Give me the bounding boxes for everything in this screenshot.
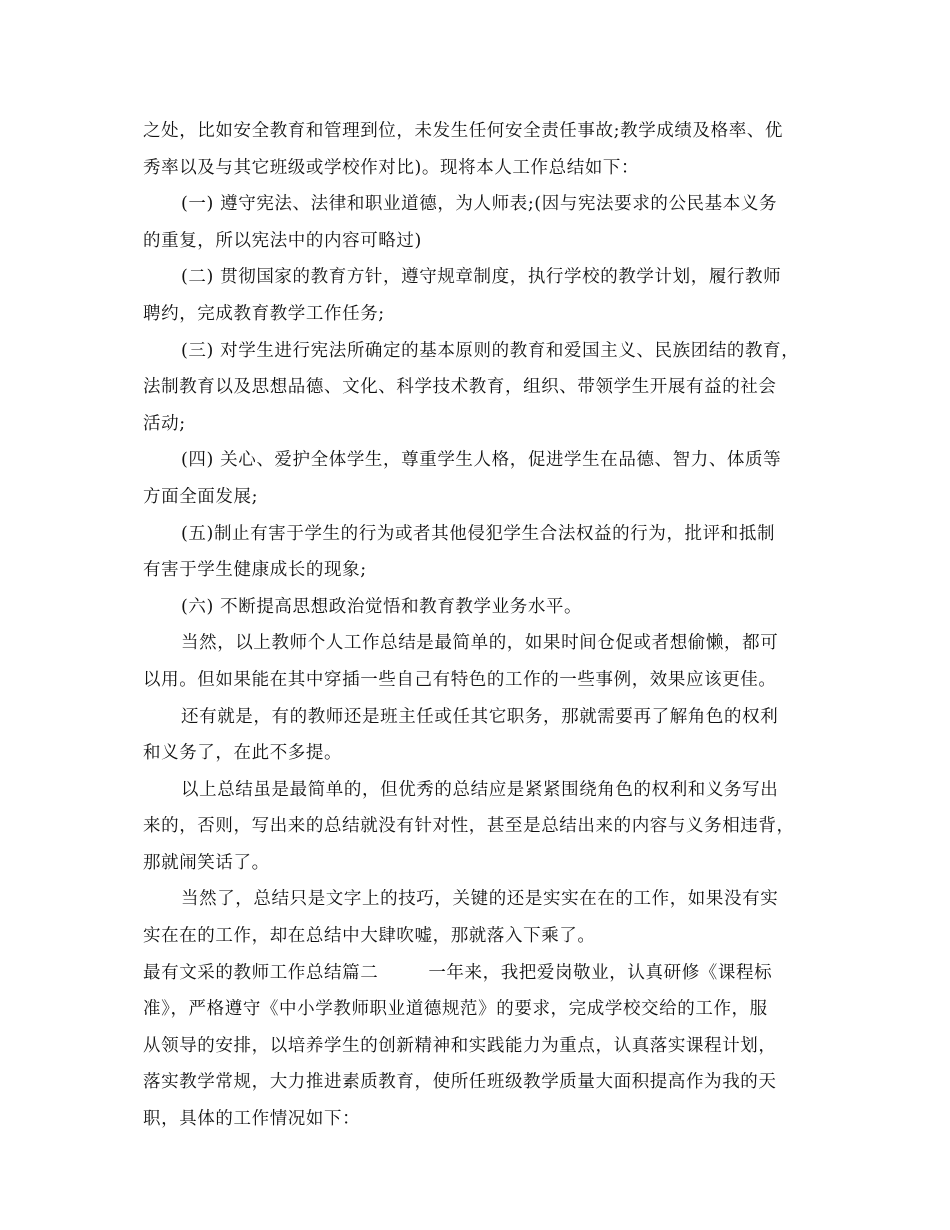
list-item-line: 法制教育以及思想品德、文化、科学技术教育，组织、带领学生开展有益的社会 [143, 377, 777, 398]
paragraph-line: 秀率以及与其它班级或学校作对比)。现将本人工作总结如下： [143, 157, 640, 178]
paragraph-line: 那就闹笑话了。 [143, 852, 270, 873]
paragraph-line: 和义务了，在此不多提。 [143, 743, 343, 764]
paragraph-line: 实在在的工作，却在总结中大肆吹嘘，那就落入下乘了。 [143, 926, 596, 947]
paragraph-line: 以用。但如果能在其中穿插一些自己有特色的工作的一些事例，效果应该更佳。 [143, 669, 777, 690]
list-item-line: (三) 对学生进行宪法所确定的基本原则的教育和爱国主义、民族团结的教育， [181, 340, 800, 361]
section-title: 最有文采的教师工作总结篇二 [143, 962, 379, 983]
section-heading-line [143, 955, 815, 992]
paragraph-line: 当然，以上教师个人工作总结是最简单的，如果时间仓促或者想偷懒，都可 [181, 633, 779, 654]
paragraph-line: 之处，比如安全教育和管理到位，未发生任何安全责任事故;教学成绩及格率、优 [143, 121, 783, 141]
list-item-line: 方面全面发展; [143, 486, 259, 507]
list-item-line: (四) 关心、爱护全体学生，尊重学生人格，促进学生在品德、智力、体质等 [181, 450, 782, 471]
list-item-line: (一) 遵守宪法、法律和职业道德，为人师表;(因与宪法要求的公民基本义务 [181, 194, 778, 215]
list-item-line: 有害于学生健康成长的现象; [143, 560, 367, 581]
paragraph-line: 从领导的安排，以培养学生的创新精神和实践能力为重点，认真落实课程计划， [143, 1035, 777, 1056]
list-item-line: 的重复，所以宪法中的内容可略过) [143, 230, 422, 251]
list-item-line: (六) 不断提高思想政治觉悟和教育教学业务水平。 [181, 596, 583, 617]
document-body [143, 113, 815, 1138]
list-item-line: 活动; [143, 413, 186, 434]
paragraph-line: 职，具体的工作情况如下： [143, 1109, 361, 1130]
paragraph-line: 还有就是，有的教师还是班主任或任其它职务，那就需要再了解角色的权利 [181, 706, 779, 727]
paragraph-line: 当然了，总结只是文字上的技巧，关键的还是实实在在的工作，如果没有实 [181, 889, 779, 910]
paragraph-line: 落实教学常规，大力推进素质教育，使所任班级教学质量大面积提高作为我的天 [143, 1072, 777, 1093]
list-item-line: (二) 贯彻国家的教育方针，遵守规章制度，执行学校的教学计划，履行教师 [181, 267, 782, 288]
paragraph-line: 以上总结虽是最简单的，但优秀的总结应是紧紧围绕角色的权利和义务写出 [181, 779, 779, 800]
list-item-line: (五)制止有害于学生的行为或者其他侵犯学生合法权益的行为，批评和抵制 [181, 523, 776, 544]
paragraph-line: 准》，严格遵守《中小学教师职业道德规范》的要求，完成学校交给的工作，服 [143, 999, 768, 1020]
paragraph-line: 来的，否则，写出来的总结就没有针对性，甚至是总结出来的内容与义务相违背， [143, 816, 795, 837]
section-first-text: 一年来，我把爱岗敬业，认真研修《课程标 [428, 962, 773, 983]
list-item-line: 聘约，完成教育教学工作任务; [143, 303, 385, 324]
